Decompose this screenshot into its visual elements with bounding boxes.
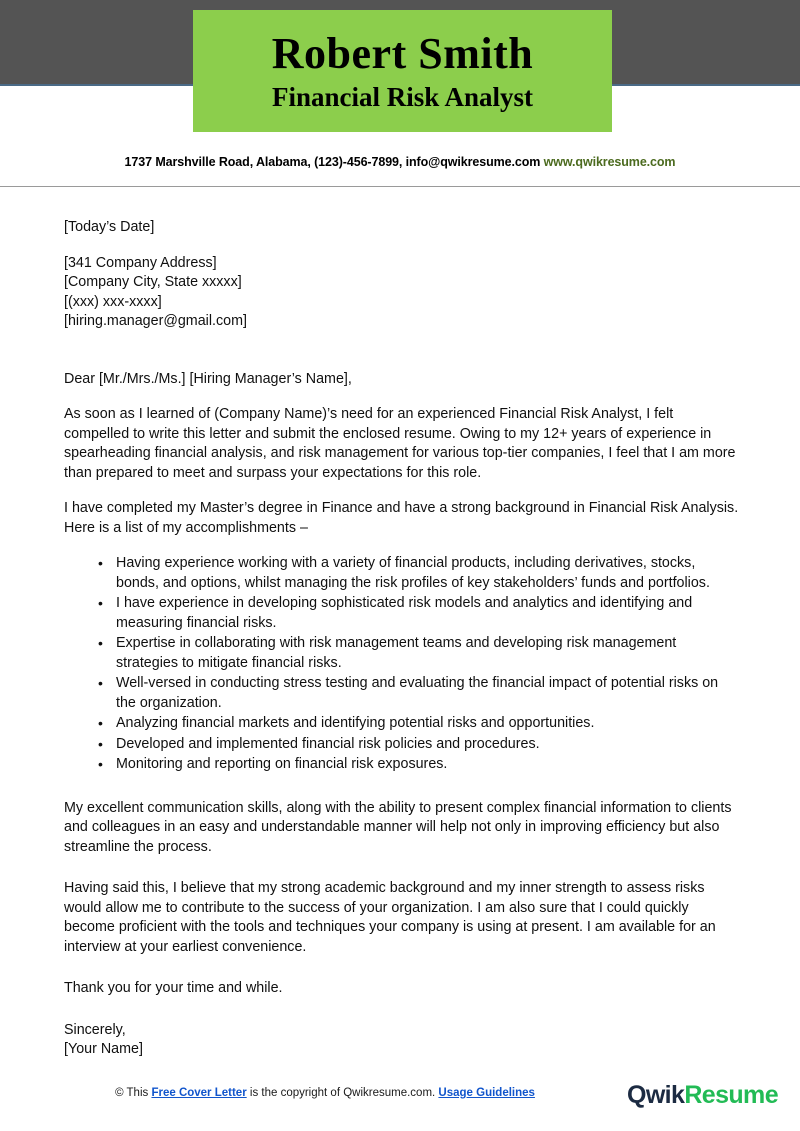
list-item xyxy=(64,735,740,755)
applicant-name: Robert Smith xyxy=(271,29,534,79)
list-item-text: Having experience working with a variety of financial products, including derivatives, stocks, bonds, and options, whilst managing the risk profiles of key stakeholders’ funds and portfolios. xyxy=(116,555,710,591)
list-item xyxy=(64,594,740,633)
applicant-job-title: Financial Risk Analyst xyxy=(271,81,534,112)
closing-line: Sincerely, xyxy=(64,1021,126,1038)
paragraph-communication: My excellent communication skills, along with the ability to present complex financial information to clients and colleagues in an easy and understandable manner will help not only in improving efficiency but also streamline the process. xyxy=(64,799,732,855)
name-title-box xyxy=(193,10,612,132)
paragraph-conclusion: Having said this, I believe that my strong academic background and my inner strength to assess risks would allow me to contribute to the success of your organization. I am also sure that I could quickly become proficient with the tools and techniques your company is using at present. I am available for an interview at your earliest convenience. xyxy=(64,880,716,955)
contact-info-line xyxy=(0,155,800,169)
bullet-icon: • xyxy=(98,595,103,611)
website-link[interactable]: www.qwikresume.com xyxy=(543,155,676,169)
bullet-icon: • xyxy=(98,555,103,571)
header-divider-rule xyxy=(0,186,800,187)
signature-placeholder: [Your Name] xyxy=(64,1041,143,1057)
list-item xyxy=(64,634,740,673)
usage-guidelines-link[interactable]: Usage Guidelines xyxy=(438,1087,535,1099)
spacer xyxy=(64,348,740,370)
list-item xyxy=(64,674,740,713)
date-block xyxy=(64,218,740,238)
bullet-icon: • xyxy=(98,715,103,731)
salutation: Dear [Mr./Mrs./Ms.] [Hiring Manager’s Name], xyxy=(64,370,352,387)
bullet-icon: • xyxy=(98,675,103,691)
paragraph-intro: As soon as I learned of (Company Name)’s need for an experienced Financial Risk Analyst, I felt compelled to write this letter and submit the enclosed resume. Owing to my 12+ years of experience in spearheading financial analysis, and risk management for various top-tier companies, I feel that I am more than prepared to meet and surpass your expectations for this role. xyxy=(64,406,736,481)
recipient-line: [341 Company Address] xyxy=(64,254,217,271)
list-item xyxy=(64,714,740,734)
logo-text-resume: Resume xyxy=(684,1081,778,1109)
free-cover-letter-link[interactable]: Free Cover Letter xyxy=(151,1087,247,1099)
list-item-text: Monitoring and reporting on financial risk exposures. xyxy=(116,756,448,772)
paragraph-education: I have completed my Master’s degree in Finance and have a strong background in Financial Risk Analysis. Here is a list of my accomplishments – xyxy=(64,500,739,536)
list-item-text: Developed and implemented financial risk policies and procedures. xyxy=(116,735,540,752)
date-placeholder: [Today’s Date] xyxy=(64,219,155,235)
logo-text-qwik: Qwik xyxy=(626,1081,685,1109)
recipient-address-block xyxy=(64,254,740,332)
copyright-middle: is the copyright of Qwikresume.com. xyxy=(246,1087,439,1099)
bullet-icon: • xyxy=(98,635,103,651)
copyright-prefix: © This xyxy=(115,1087,152,1099)
recipient-line: [Company City, State xxxxx] xyxy=(64,274,242,290)
list-item xyxy=(64,554,740,593)
bullet-icon: • xyxy=(98,756,103,772)
spacer xyxy=(64,791,740,799)
document-footer xyxy=(0,1069,800,1131)
qwikresume-logo[interactable] xyxy=(627,1081,778,1110)
recipient-line: [hiring.manager@gmail.com] xyxy=(64,313,247,329)
list-item xyxy=(64,755,740,775)
recipient-line: [(xxx) xxx-xxxx] xyxy=(64,293,162,310)
accomplishments-list xyxy=(64,554,740,775)
list-item-text: Well-versed in conducting stress testing and evaluating the financial impact of potential risks on the organization. xyxy=(116,675,719,711)
list-item-text: Analyzing financial markets and identifying potential risks and opportunities. xyxy=(116,715,595,731)
document-header xyxy=(0,0,800,188)
thank-you-line: Thank you for your time and while. xyxy=(64,980,283,996)
contact-details-text: 1737 Marshville Road, Alabama, (123)-456-7899, info@qwikresume.com xyxy=(124,155,541,169)
list-item-text: Expertise in collaborating with risk management teams and developing risk management strategies to mitigate financial risks. xyxy=(116,635,677,671)
bullet-icon: • xyxy=(98,735,103,752)
list-item-text: I have experience in developing sophisticated risk models and analytics and identifying and measuring financial risks. xyxy=(116,595,693,631)
letter-body xyxy=(0,188,800,1060)
